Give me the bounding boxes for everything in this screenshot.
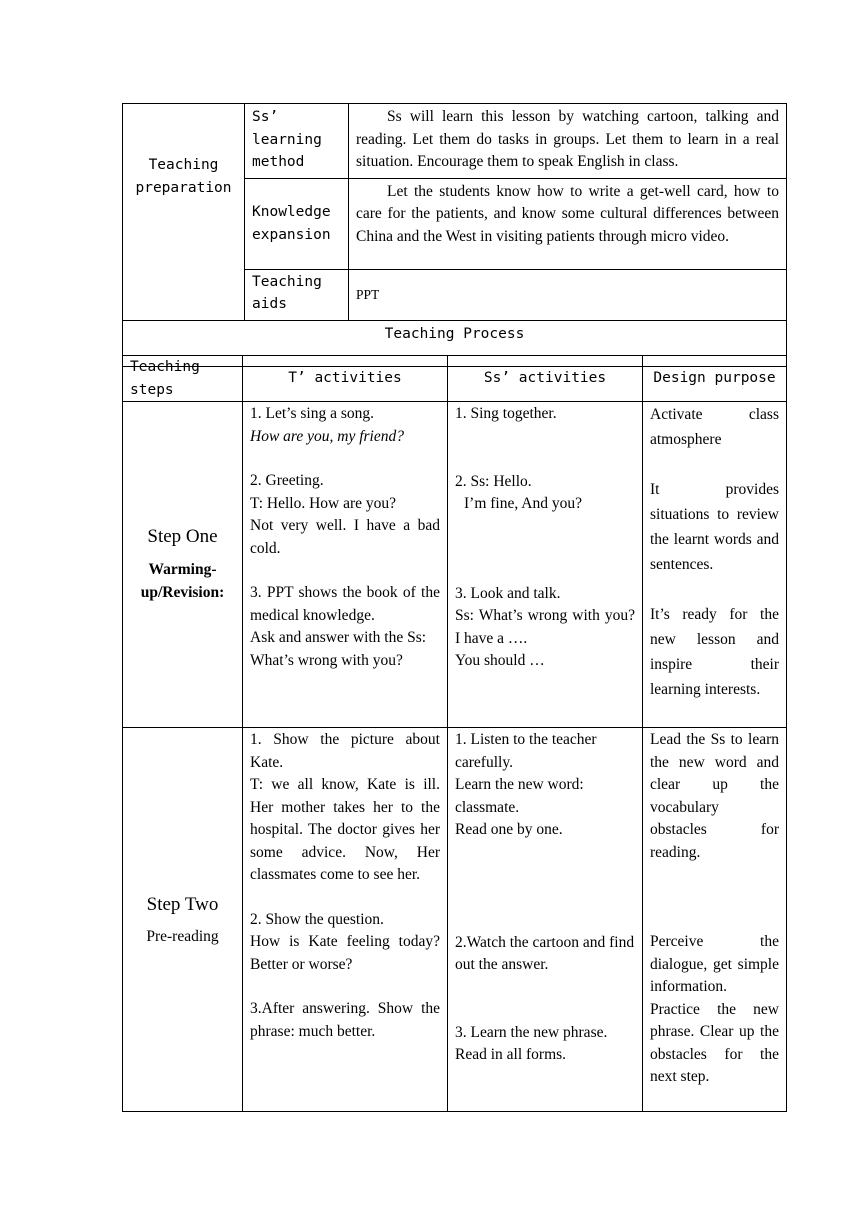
teaching-process-table: [122, 355, 787, 1112]
t1-b1: 2. Greeting.: [250, 472, 324, 489]
step-two-subtitle: Pre-reading: [146, 927, 219, 945]
d2-c: Practice the new phrase. Clear up the obstacles for the next step.: [650, 1000, 779, 1085]
step-one-title: Step One: [147, 525, 218, 547]
t1-c3: What’s wrong with you?: [250, 651, 403, 669]
header-t-activities: [243, 356, 448, 402]
t2-b2: How is Kate feeling today? Better or worse?: [250, 933, 440, 973]
learning-method-content: Ss will learn this lesson by watching cartoon, talking and reading. Let them do tasks in groups. Let them to learn in a real situation. Encourage them to speak English in class.: [356, 108, 779, 170]
t1-b2: T: Hello. How are you?: [250, 494, 397, 512]
step-two-label-cell: [123, 728, 243, 1112]
step-two-design-purpose: [643, 728, 787, 1112]
s2-b1: 2.Watch the cartoon and find out the answer.: [455, 933, 635, 973]
prep-row-content: [349, 178, 787, 269]
prep-section-label-text: Teaching preparation: [135, 157, 232, 196]
s2-c1: 3. Learn the new phrase.: [455, 1023, 608, 1041]
header-teaching-steps-text: Teaching steps: [130, 359, 200, 398]
header-design-purpose: [643, 356, 787, 402]
t1-c1: 3. PPT shows the book of the medical knowledge.: [250, 584, 440, 624]
t2-c1: 3.After answering. Show the phrase: much better.: [250, 1000, 440, 1040]
header-teaching-steps: [123, 356, 243, 402]
step-two-title: Step Two: [146, 893, 219, 915]
step-one-subtitle: Warming-up/Revision:: [140, 560, 225, 601]
step-one-design-purpose: [643, 402, 787, 728]
s1-b1: 2. Ss: Hello.: [455, 472, 532, 490]
teaching-aids-content: PPT: [356, 286, 380, 302]
d1-b: It provides situations to review the learnt words and sentences.: [650, 481, 779, 573]
prep-section-label: [123, 104, 245, 321]
s1-c2: Ss: What’s wrong with you? I have a ….: [455, 607, 635, 647]
process-heading-text: Teaching Process: [384, 325, 525, 342]
t1-c2: Ask and answer with the Ss:: [250, 629, 427, 646]
s1-c3: You should …: [455, 652, 545, 669]
step-two-row: [123, 728, 787, 1112]
t2-b1: 2. Show the question.: [250, 910, 384, 928]
learning-method-label: Ss’ learning method: [252, 109, 322, 170]
header-t-activities-text: T’ activities: [288, 370, 402, 387]
s2-a3: Read one by one.: [455, 821, 563, 838]
s1-a1: 1. Sing together.: [455, 405, 557, 422]
step-one-label-cell: [123, 402, 243, 728]
header-design-purpose-text: Design purpose: [653, 370, 776, 387]
s2-a1: 1. Listen to the teacher carefully.: [455, 731, 597, 771]
s1-c1: 3. Look and talk.: [455, 584, 561, 602]
d2-b: Perceive the dialogue, get simple information.: [650, 933, 779, 995]
t1-b3: Not very well. I have a bad cold.: [250, 517, 440, 557]
s2-a2: Learn the new word: classmate.: [455, 776, 584, 816]
step-one-t-activities: [243, 402, 448, 728]
d1-a: Activate class atmosphere: [650, 406, 779, 448]
prep-row-label: [245, 104, 349, 179]
t1-a1: 1. Let’s sing a song.: [250, 405, 374, 422]
s1-b2: I’m fine, And you?: [464, 495, 582, 512]
prep-row-content: [349, 269, 787, 320]
teaching-aids-label: Teaching aids: [252, 273, 322, 312]
step-one-row: [123, 402, 787, 728]
t2-a1: 1. Show the picture about Kate.: [250, 731, 440, 771]
knowledge-expansion-content: Let the students know how to write a get-well card, how to care for the patients, and know some cultural differences between China and the West in visiting patients through micro video.: [356, 182, 779, 245]
prep-row-content: [349, 104, 787, 179]
d2-a: Lead the Ss to learn the new word and clear up the vocabulary obstacles for reading.: [650, 731, 779, 861]
teaching-preparation-table: [122, 103, 787, 367]
d1-c: It’s ready for the new lesson and inspire their learning interests.: [650, 606, 779, 698]
prep-row-label: [245, 269, 349, 320]
step-two-t-activities: [243, 728, 448, 1112]
t1-a2: How are you, my friend?: [250, 427, 404, 445]
step-two-ss-activities: [448, 728, 643, 1112]
prep-row-label: [245, 178, 349, 269]
knowledge-expansion-label: Knowledge expansion: [252, 204, 331, 243]
step-one-ss-activities: [448, 402, 643, 728]
header-ss-activities-text: Ss’ activities: [483, 370, 607, 387]
process-header-row: [123, 356, 787, 402]
s2-c2: Read in all forms.: [455, 1046, 567, 1063]
t2-a2: T: we all know, Kate is ill. Her mother takes her to the hospital. The doctor gives her some advice. Now, Her classmates come to see her.: [250, 776, 440, 883]
header-ss-activities: [448, 356, 643, 402]
